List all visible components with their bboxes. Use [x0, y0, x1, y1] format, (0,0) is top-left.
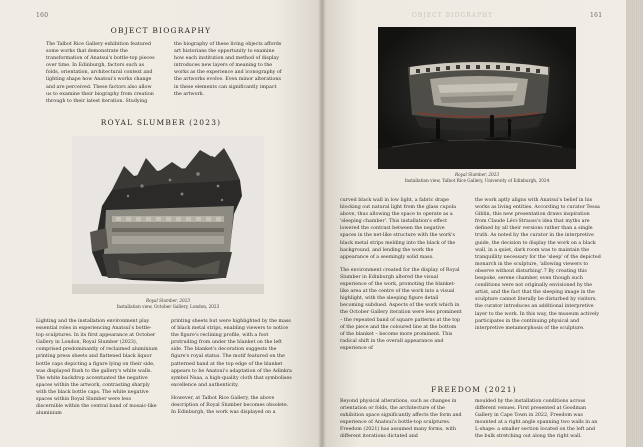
page-number-left: 160 — [36, 12, 49, 19]
right-column-2 — [475, 197, 601, 338]
intro-column-2 — [174, 41, 284, 104]
right-paragraph-1: curved black wall in low light, a fabric drape blocking out natural light from the glass cupola above, thus allowing the space to operate as a 'sleeping chamber'. This installation's effect lowered the contrast between the negative spaces in the net-like structure with the work's black metal strips melding into the black of the background, and lending the work the appearance of a seemingly solid mass. — [340, 198, 457, 260]
caption-title-2: Royal Slumber, 2023 — [454, 172, 500, 177]
body-paragraph-1: Lighting and the installation environment play essential roles in experiencing Anatsui's bottle-top sculptures. In its first appearance at October Gallery in London, Royal Slumber (2023), comprised predominantly of reclaimed aluminium printing press sheets and flattened black liquor bottle caps depicting a figure lying on their side, was displayed flush to the gallery's white walls. The white backdrop accentuated the negative spaces within the artwork, contrasting sharply with the black bottle caps. The white negative spaces within Royal Slumber were less discernible within the central band of mosaic-like aluminium — [36, 319, 158, 417]
caption-title: Royal Slumber, 2023 — [145, 298, 191, 303]
right-paragraph-2: The environment created for the display of Royal Slumber in Edinburgh altered the visual experience of the work, promoting the blanket-like area at the centre of the work into a visual highlight, with the sleeping figure detail becoming subdued. Aspects of the work which in the October Gallery iteration were less prominent – the repeated band of square patterns at the top of the piece and the coloured line at the bottom of the blanket – become more prominent. This radical shift in the overall appearance and experience of — [340, 267, 462, 351]
body-paragraph-3: However, at Talbot Rice Gallery, the above description of Royal Slumber becomes obsolete. In Edinburgh, the work was displayed on a — [171, 395, 289, 416]
right-paragraph-3: the work aptly aligns with Anatsui's belief in his works as living entities. According to curator Tessa Giblin, this new presentation draws inspiration from Claude Lévi-Strauss's idea that myths are defined by all their versions rather than a single truth. As noted by the curator in the interpretive guide, the decision to display the work on a black wall, in a quiet, dark room was to maintain the tranquillity necessary for the 'sleep' of the depicted monarch in the sculpture, 'allowing viewers to observe without disturbing'.7 By creating this bespoke, serene chamber, even though such conditions were not originally envisioned by the artist, and the fact that the sleeping image in the sculpture cannot literally be disturbed by visitors, the curator introduces an additional interpretive layer to the work. In this way, the museum actively participates in the continuing physical and interpretive metamorphosis of the sculpture. — [475, 198, 601, 331]
page-number-right: 161 — [590, 12, 603, 19]
freedom-paragraph-1: Beyond physical alterations, such as changes in orientation or folds, the architecture of the exhibition space significantly affects the form and experience of Anatsui's bottle-top sculptures. Freedom (2021) has assumed many forms, with different iterations dictated and — [340, 399, 462, 440]
body-column-1 — [36, 318, 158, 423]
section-heading-royal-slumber: ROYAL SLUMBER (2023) — [100, 118, 222, 127]
intro-column-1 — [46, 41, 156, 111]
freedom-paragraph-2: moulded by the installation conditions across different venues. First presented at Goodman Gallery in Cape Town in 2022, Freedom was mounted at a right angle spanning two walls in an L-shape: a smaller section located on the left and the bulk stretching out along the right wall. — [475, 399, 598, 440]
caption-line-2: Installation view, Talbot Rice Gallery, University of Edinburgh, 2024 — [404, 177, 550, 183]
royal-slumber-london-photo — [72, 136, 264, 294]
page-edges — [626, 0, 643, 447]
right-page — [322, 0, 626, 447]
freedom-column-1 — [340, 398, 462, 447]
right-column-1 — [340, 197, 462, 358]
figure-caption-edinburgh — [378, 172, 576, 183]
intro-paragraph-1: The Talbot Rice Gallery exhibition featured some works that demonstrate the transformation of Anatsui's bottle-top pieces over time. In Edinburgh, factors such as folds, orientation, architectural context and lighting shape how Anatsui's works change and are perceived. These factors also allow us to examine their biography from creation through to their latest iteration. Studying — [46, 42, 155, 104]
show-through-header: OBJECT BIOGRAPHY — [412, 12, 494, 19]
intro-paragraph-2: the biography of these living objects affords art historians the opportunity to examine how each institution and method of display introduces new layers of meaning to the works as the experience and iconography of the artworks evolve. Even minor alterations in these elements can significantly impact the artwork. — [174, 42, 282, 97]
book-gutter — [318, 0, 326, 447]
freedom-column-2 — [475, 398, 601, 447]
royal-slumber-edinburgh-photo — [378, 27, 576, 169]
section-heading-object-biography: OBJECT BIOGRAPHY — [110, 26, 212, 35]
figure-caption-london — [72, 298, 264, 309]
section-heading-freedom: FREEDOM (2021) — [431, 385, 517, 394]
body-paragraph-2: printing sheets but were highlighted by the mass of black metal strips, enabling viewers to notice the figure's reclining profile, with a foot protruding from under the blanket on the left side. The blanket's decoration suggests the figure's royal status. The motif featured on the patterned band at the top edge of the blanket appears to be Anatsui's adaptation of the Adinkra symbol Nsaa, a high-quality cloth that symbolises excellence and authenticity. — [171, 319, 292, 388]
body-column-2 — [171, 318, 293, 422]
caption-line: Installation view, October Gallery, London, 2023 — [116, 303, 220, 309]
